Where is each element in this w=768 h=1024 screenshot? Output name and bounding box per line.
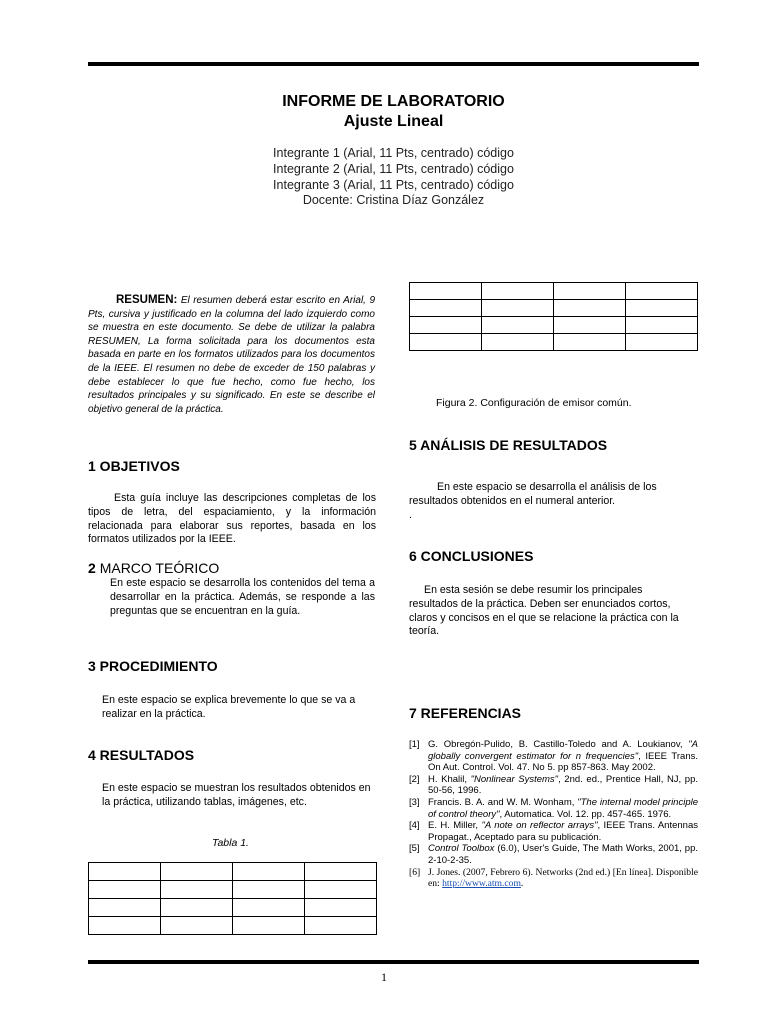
reference-number: [1] — [409, 739, 420, 750]
table-cell — [626, 300, 698, 317]
table-cell — [161, 899, 233, 917]
table-cell — [410, 317, 482, 334]
table-cell — [554, 317, 626, 334]
page-number: 1 — [381, 970, 387, 984]
table-cell — [305, 899, 377, 917]
table-cell — [305, 917, 377, 935]
reference-number: [2] — [409, 773, 420, 785]
reference-text: J. Jones. (2007, Febrero 6). Networks (2nd ed.) [En línea]. Disponible en: http://www.atm.com. — [428, 866, 698, 890]
heading-marco — [88, 560, 219, 576]
reference-item — [409, 774, 698, 797]
table-cell — [233, 881, 305, 899]
table-cell — [482, 317, 554, 334]
figure-caption: Figura 2. Configuración de emisor común. — [436, 397, 632, 409]
objetivos-text: Esta guía incluye las descripciones completas de los tipos de letra, del espaciamiento, y la información relacionada para elaborar sus reportes, basada en los formatos utilizados por la IEEE. — [88, 492, 376, 546]
reference-item — [409, 820, 698, 843]
heading-marco-number: 2 — [88, 560, 100, 576]
table-cell — [233, 899, 305, 917]
table-cell — [410, 283, 482, 300]
abstract-label: RESUMEN: — [116, 294, 178, 306]
abstract-text: El resumen deberá estar escrito en Arial, 9 Pts, cursiva y justificado en la columna del lado izquierdo como se muestra en este documento. Se debe de utilizar la palabra RESUMEN, La forma solicitada para los documentos esta basada en parte en los formatos utilizados para los documentos de la IEEE. El resumen no debe de exceder de 150 palabras y debe establecer lo que fue hecho, como fue hecho, los resultados principales y su significado. En este se describe el objetivo general de la práctica. — [88, 295, 375, 415]
reference-item — [409, 843, 698, 866]
table-cell — [305, 863, 377, 881]
analisis-text: En este espacio se desarrolla el análisis de los resultados obtenidos en el numeral anterior. — [409, 481, 657, 507]
bottom-rule — [88, 960, 699, 964]
table-cell — [482, 283, 554, 300]
reference-link[interactable]: http://www.atm.com — [442, 878, 521, 890]
reference-number: [5] — [409, 843, 420, 855]
reference-text: H. Khalil, "Nonlinear Systems", 2nd. ed., Prentice Hall, NJ, pp. 50-56, 1996. — [428, 773, 699, 797]
report-subtitle: Ajuste Lineal — [343, 113, 444, 130]
heading-objetivos: 1 OBJETIVOS — [88, 458, 180, 474]
table-cell — [233, 863, 305, 881]
table-caption: Tabla 1. — [212, 837, 249, 849]
conclusiones-text: En esta sesión se debe resumir los principales resultados de la práctica. Deben ser enunciados cortos, claros y concisos en el que se relacione la práctica con la teoría. — [409, 584, 679, 638]
reference-text: Control Toolbox (6.0), User's Guide, The Math Works, 2001, pp. 2-10-2-35. — [428, 843, 698, 866]
table-cell — [482, 300, 554, 317]
table-cell — [626, 317, 698, 334]
figure-table — [409, 282, 698, 351]
analisis-dot: . — [409, 509, 412, 521]
teacher-line: Docente: Cristina Díaz González — [302, 193, 485, 208]
table-cell — [89, 917, 161, 935]
table-cell — [161, 881, 233, 899]
table-cell — [626, 283, 698, 300]
table-cell — [410, 300, 482, 317]
table-cell — [554, 300, 626, 317]
reference-text: G. Obregón-Pulido, B. Castillo-Toledo and A. Loukianov, "A globally convergent estimator for n frequencies", IEEE Trans. On Aut. Control. Vol. 47. No 5. pp 857-863. May 2002. — [428, 739, 699, 774]
author-line: Integrante 1 (Arial, 11 Pts, centrado) código — [273, 146, 514, 160]
reference-text: E. H. Miller, "A note on reflector arrays", IEEE Trans. Antennas Propagat., Aceptado para su publicación. — [428, 820, 698, 843]
heading-conclusiones: 6 CONCLUSIONES — [409, 548, 534, 564]
resultados-text: En este espacio se muestran los resultados obtenidos en la práctica, utilizando tablas, imágenes, etc. — [102, 782, 371, 808]
table-cell — [554, 334, 626, 351]
table-cell — [626, 334, 698, 351]
marco-text: En este espacio se desarrolla los contenidos del tema a desarrollar en la práctica. Además, se responde a las preguntas que se encuentran en la guía. — [110, 577, 375, 617]
reference-number: [3] — [409, 796, 420, 808]
reference-number: [4] — [409, 820, 420, 832]
procedimiento-text: En este espacio se explica brevemente lo que se va a realizar en la práctica. — [102, 694, 356, 720]
reference-list — [409, 739, 698, 890]
author-line: Integrante 2 (Arial, 11 Pts, centrado) código — [273, 161, 514, 176]
reference-item — [409, 867, 698, 890]
table-cell — [89, 899, 161, 917]
reference-item — [409, 739, 698, 774]
table-cell — [89, 863, 161, 881]
top-rule — [88, 62, 699, 66]
reference-text: Francis. B. A. and W. M. Wonham, "The internal model principle of control theory", Automatica. Vol. 12. pp. 457-465. 1976. — [428, 796, 699, 820]
heading-marco-text: MARCO TEÓRICO — [99, 560, 220, 576]
heading-referencias: 7 REFERENCIAS — [409, 705, 522, 721]
author-list — [88, 146, 699, 209]
abstract — [88, 294, 375, 416]
reference-item — [409, 797, 698, 820]
table-cell — [233, 917, 305, 935]
table-cell — [305, 881, 377, 899]
reference-number: [6] — [409, 866, 421, 878]
table-cell — [410, 334, 482, 351]
heading-procedimiento: 3 PROCEDIMIENTO — [88, 658, 218, 674]
results-table — [88, 862, 377, 935]
table-cell — [482, 334, 554, 351]
report-title: INFORME DE LABORATORIO — [282, 93, 505, 110]
title-block — [88, 92, 699, 209]
heading-analisis: 5 ANÁLISIS DE RESULTADOS — [409, 437, 608, 453]
table-cell — [161, 863, 233, 881]
table-cell — [89, 881, 161, 899]
heading-resultados: 4 RESULTADOS — [88, 747, 195, 763]
author-line: Integrante 3 (Arial, 11 Pts, centrado) código — [273, 177, 514, 192]
table-cell — [161, 917, 233, 935]
table-cell — [554, 283, 626, 300]
